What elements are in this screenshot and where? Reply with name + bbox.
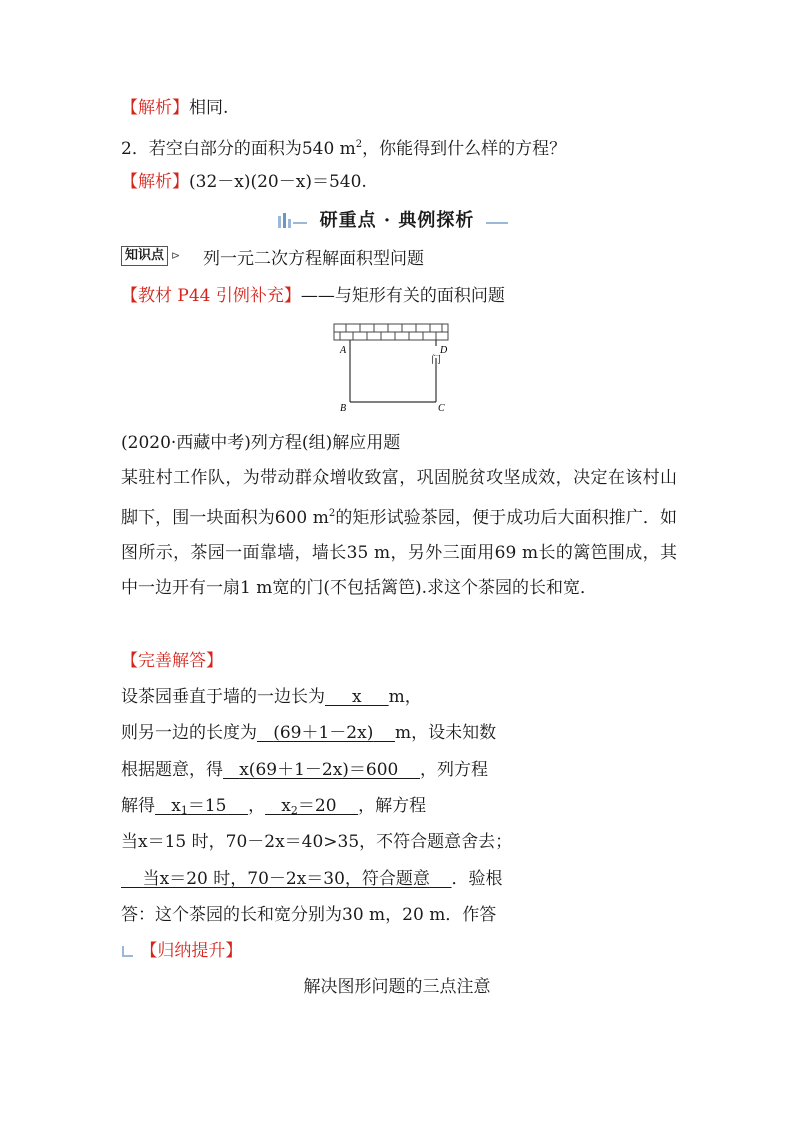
blank-value: x [352, 687, 362, 707]
q1-answer-line [121, 97, 228, 119]
summary-tag: 【归纳提升】 [140, 941, 243, 961]
section-deco-icon [272, 212, 312, 230]
q2-prompt-text: 2．若空白部分的面积为540 m [121, 139, 356, 159]
q2-prompt-text-2: ，你能得到什么样的方程？ [362, 139, 567, 159]
arrow-icon: ⊳ [171, 249, 181, 262]
solution-tag [121, 650, 223, 672]
problem-text-a: 某驻村工作队，为带动群众增收致富，巩固脱贫攻坚成效，决定在该村山脚下，围一块面积为600 m [121, 468, 677, 528]
text: 解得 [121, 796, 155, 816]
problem-text [121, 461, 677, 606]
sep: ， [248, 796, 266, 816]
blank-value: x(69＋1－2x)＝600 [239, 760, 399, 780]
label-b: B [340, 403, 347, 414]
text: ，解方程 [358, 796, 427, 816]
analysis-tag: 【解析】 [121, 172, 189, 192]
garden-figure [330, 322, 460, 418]
problem-text-b: 的矩形试验茶园，便于成功后大面积推广．如图所示，茶园一面靠墙，墙长35 m，另外三面用69 m长的篱笆围成，其中一边开有一扇1 m宽的门(不包括篱笆).求这个茶园的长和宽． [121, 508, 677, 598]
blank [121, 869, 452, 889]
source-line [121, 285, 505, 307]
solution-line-1 [121, 686, 422, 708]
section-deco-right-icon [482, 212, 522, 230]
sub: 2 [290, 804, 298, 817]
label-c: C [438, 403, 445, 414]
summary-icon [121, 944, 135, 958]
blank-value: (69＋1－2x) [273, 723, 374, 743]
summary-tag-line [121, 940, 242, 962]
solution-line-3 [121, 759, 488, 781]
label-d: D [440, 345, 448, 356]
problem-text-sup: 2 [328, 508, 336, 519]
label-a: A [340, 345, 347, 356]
solution-line-7: 答：这个茶园的长和宽分别为30 m，20 m．作答 [121, 905, 497, 925]
blank [325, 687, 389, 707]
text: 设茶园垂直于墙的一边长为 [121, 687, 325, 707]
var: x [281, 796, 291, 816]
q2-prompt-sup: 2 [355, 139, 363, 150]
blank [155, 796, 248, 816]
text: 根据题意，得 [121, 760, 223, 780]
solution-line-6 [121, 868, 503, 890]
summary-heading: 解决图形问题的三点注意 [303, 977, 491, 997]
text: ，列方程 [420, 760, 488, 780]
val: ＝20 [297, 796, 337, 816]
label-door: 门 [431, 355, 441, 366]
text: m， [388, 687, 422, 707]
solution-line-5: 当x＝15 时，70－2x＝40>35，不符合题意舍去； [121, 832, 513, 852]
solution-tag-text: 【完善解答】 [121, 651, 223, 671]
garden-outline [350, 340, 436, 402]
val: ＝15 [187, 796, 227, 816]
analysis-tag: 【解析】 [121, 98, 189, 118]
blank [257, 723, 395, 743]
section-title-text: 研重点 · 典例探析 [319, 210, 475, 231]
blank [223, 760, 420, 780]
text: 则另一边的长度为 [121, 723, 257, 743]
solution-line-2 [121, 722, 496, 744]
source-tag: 【教材 P44 引例补充】 [121, 286, 301, 306]
sub: 1 [180, 804, 188, 817]
text: m，设未知数 [394, 723, 497, 743]
q1-answer: 相同. [189, 98, 229, 118]
text: ．验根 [451, 869, 503, 889]
garden-diagram [330, 322, 460, 414]
q2-prompt [121, 134, 566, 160]
knowledge-point-title: 列一元二次方程解面积型问题 [203, 249, 424, 269]
q2-answer: (32－x)(20－x)＝540. [189, 172, 367, 192]
blank [265, 796, 358, 816]
var: x [171, 796, 181, 816]
q2-answer-line [121, 171, 367, 193]
problem-origin: (2020·西藏中考)列方程(组)解应用题 [121, 433, 401, 453]
knowledge-point-badge: 知识点 [121, 246, 168, 266]
solution-line-4 [121, 795, 426, 822]
blank-value: 当x＝20 时，70－2x＝30，符合题意 [142, 869, 430, 889]
source-text: ——与矩形有关的面积问题 [300, 286, 505, 306]
wall [334, 324, 448, 340]
section-title [0, 206, 794, 232]
